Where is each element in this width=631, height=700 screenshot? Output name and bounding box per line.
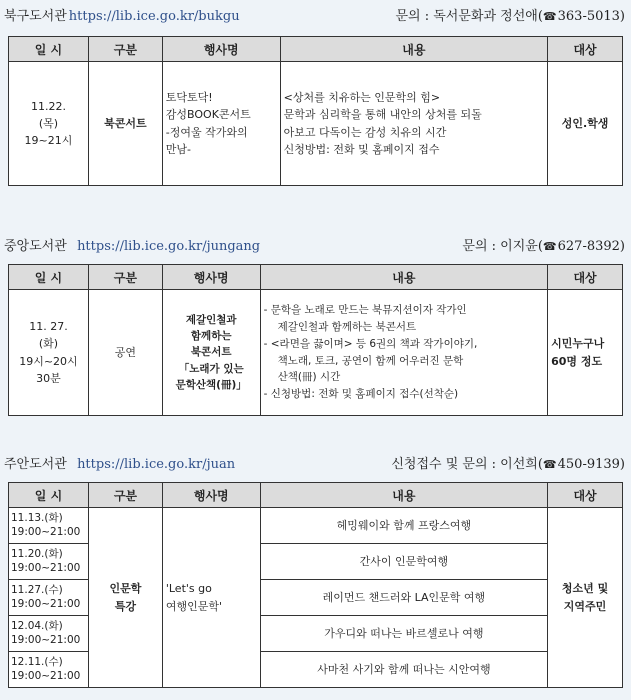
content-line: 산책(冊) 시간 bbox=[277, 371, 341, 384]
section-header bbox=[0, 448, 631, 476]
date-day: 11.13.(화) bbox=[11, 512, 63, 525]
target-line: 60명 정도 bbox=[551, 354, 603, 368]
date-line: 30분 bbox=[36, 371, 61, 385]
category-cell bbox=[88, 508, 162, 688]
contact-info: 문의 : 이지윤(☎627-8392) bbox=[462, 239, 625, 254]
content-cell: 헤밍웨이와 함께 프랑스여행 bbox=[260, 508, 547, 544]
content-line: <상처를 치유하는 인문학의 힘> bbox=[283, 91, 441, 105]
library-url[interactable]: https://lib.ice.go.kr/bukgu bbox=[68, 9, 240, 24]
date-day: 12.11.(수) bbox=[11, 656, 63, 669]
date-cell bbox=[9, 290, 89, 416]
date-line: 11.22. bbox=[30, 99, 66, 113]
section-header bbox=[0, 0, 631, 28]
content-line: - 신청방법: 전화 및 홈페이지 접수(선착순) bbox=[263, 388, 459, 401]
content-line: - <라면을 끓이며> 등 6권의 책과 작가이야기, bbox=[263, 337, 478, 350]
content-cell bbox=[260, 290, 547, 416]
event-table bbox=[8, 36, 623, 186]
content-line: - 문학을 노래로 만드는 북뮤지션이자 작가인 bbox=[263, 304, 467, 317]
event-cell bbox=[162, 62, 280, 186]
event-line: 만남- bbox=[165, 142, 192, 156]
table-header-row bbox=[9, 37, 623, 62]
event-cell bbox=[162, 508, 260, 688]
date-cell bbox=[9, 580, 89, 616]
table-header-row bbox=[9, 483, 623, 508]
content-cell: 레이먼드 챈드러와 LA인문학 여행 bbox=[260, 580, 547, 616]
header-event: 행사명 bbox=[162, 37, 280, 62]
target-cell: 성인.학생 bbox=[548, 62, 623, 186]
juan-section bbox=[0, 448, 631, 682]
content-line: 문학과 심리학을 통해 내안의 상처를 되돌 bbox=[283, 108, 482, 122]
content-cell: 간사이 인문학여행 bbox=[260, 544, 547, 580]
event-line: -정여울 작가와의 bbox=[165, 125, 248, 139]
event-line: 'Let's go bbox=[165, 582, 212, 596]
table-row bbox=[9, 290, 623, 416]
content-line: 아보고 다독이는 감성 치유의 시간 bbox=[283, 125, 447, 139]
header-target: 대상 bbox=[548, 37, 623, 62]
phone-icon: ☎ bbox=[542, 458, 557, 471]
date-cell bbox=[9, 62, 89, 186]
header-category: 구분 bbox=[88, 483, 162, 508]
date-time: 19:00~21:00 bbox=[11, 561, 81, 574]
header-category: 구분 bbox=[88, 265, 162, 290]
header-category: 구분 bbox=[88, 37, 162, 62]
event-cell bbox=[162, 290, 260, 416]
event-line: 제갈인철과 bbox=[185, 313, 237, 326]
target-cell bbox=[548, 508, 623, 688]
date-line: 11. 27. bbox=[29, 320, 68, 334]
event-table bbox=[8, 264, 623, 416]
event-line: 「노래가 있는 bbox=[178, 362, 244, 375]
event-line: 북콘서트 bbox=[190, 346, 232, 359]
table-header-row bbox=[9, 265, 623, 290]
category-cell: 공연 bbox=[88, 290, 162, 416]
content-line: 제갈인철과 함께하는 북콘서트 bbox=[277, 320, 417, 333]
target-cell bbox=[548, 290, 623, 416]
table-row bbox=[9, 62, 623, 186]
date-cell bbox=[9, 616, 89, 652]
content-cell: 사마천 사기와 함께 떠나는 시안여행 bbox=[260, 652, 547, 688]
content-cell bbox=[280, 62, 547, 186]
event-line: 토닥토닥! bbox=[165, 91, 213, 105]
category-line: 인문학 bbox=[109, 582, 142, 596]
date-day: 11.20.(화) bbox=[11, 548, 63, 561]
date-time: 19:00~21:00 bbox=[11, 669, 81, 682]
contact-info: 신청접수 및 문의 : 이선희(☎450-9139) bbox=[391, 457, 625, 472]
category-line: 특강 bbox=[114, 599, 137, 613]
date-cell bbox=[9, 652, 89, 688]
event-line: 함께하는 bbox=[190, 330, 232, 343]
header-event: 행사명 bbox=[162, 265, 260, 290]
jungang-section bbox=[0, 230, 631, 401]
date-day: 11.27.(수) bbox=[11, 584, 63, 597]
event-line: 문학산책(冊)」 bbox=[175, 378, 247, 391]
date-cell bbox=[9, 508, 89, 544]
header-content: 내용 bbox=[260, 483, 547, 508]
header-content: 내용 bbox=[280, 37, 547, 62]
content-line: 책노래, 토크, 공연이 함께 어우러진 문학 bbox=[277, 354, 464, 367]
library-url[interactable]: https://lib.ice.go.kr/juan bbox=[77, 457, 236, 472]
header-date: 일 시 bbox=[9, 483, 89, 508]
target-line: 청소년 및 bbox=[561, 582, 609, 596]
header-content: 내용 bbox=[260, 265, 547, 290]
header-target: 대상 bbox=[548, 265, 623, 290]
date-time: 19:00~21:00 bbox=[11, 525, 81, 538]
date-day: 12.04.(화) bbox=[11, 620, 63, 633]
library-url[interactable]: https://lib.ice.go.kr/jungang bbox=[77, 239, 261, 254]
date-line: (화) bbox=[38, 337, 59, 351]
header-date: 일 시 bbox=[9, 265, 89, 290]
content-line: 신청방법: 전화 및 홈페이지 접수 bbox=[283, 142, 440, 156]
target-line: 지역주민 bbox=[563, 599, 607, 613]
header-event: 행사명 bbox=[162, 483, 260, 508]
target-line: 시민누구나 bbox=[551, 337, 605, 351]
date-time: 19:00~21:00 bbox=[11, 633, 81, 646]
library-name: 주안도서관 https://lib.ice.go.kr/juan bbox=[4, 457, 236, 472]
table-row bbox=[9, 508, 623, 544]
header-target: 대상 bbox=[548, 483, 623, 508]
content-cell: 가우디와 떠나는 바르셀로나 여행 bbox=[260, 616, 547, 652]
contact-info: 문의 : 독서문화과 정선애(☎363-5013) bbox=[395, 9, 625, 24]
library-name: 중앙도서관 https://lib.ice.go.kr/jungang bbox=[4, 239, 261, 254]
phone-icon: ☎ bbox=[542, 240, 557, 253]
event-table bbox=[8, 482, 623, 688]
date-line: (목) bbox=[38, 116, 59, 130]
date-time: 19:00~21:00 bbox=[11, 597, 81, 610]
category-cell: 북콘서트 bbox=[88, 62, 162, 186]
bukgu-section bbox=[0, 0, 631, 156]
date-cell bbox=[9, 544, 89, 580]
date-line: 19시~20시 bbox=[19, 354, 78, 368]
event-line: 감성BOOK콘서트 bbox=[165, 108, 251, 122]
section-header bbox=[0, 230, 631, 258]
phone-icon: ☎ bbox=[542, 10, 557, 23]
library-name: 북구도서관 https://lib.ice.go.kr/bukgu bbox=[4, 9, 240, 24]
header-date: 일 시 bbox=[9, 37, 89, 62]
date-line: 19~21시 bbox=[24, 134, 73, 148]
event-line: 여행인문학' bbox=[165, 599, 222, 613]
